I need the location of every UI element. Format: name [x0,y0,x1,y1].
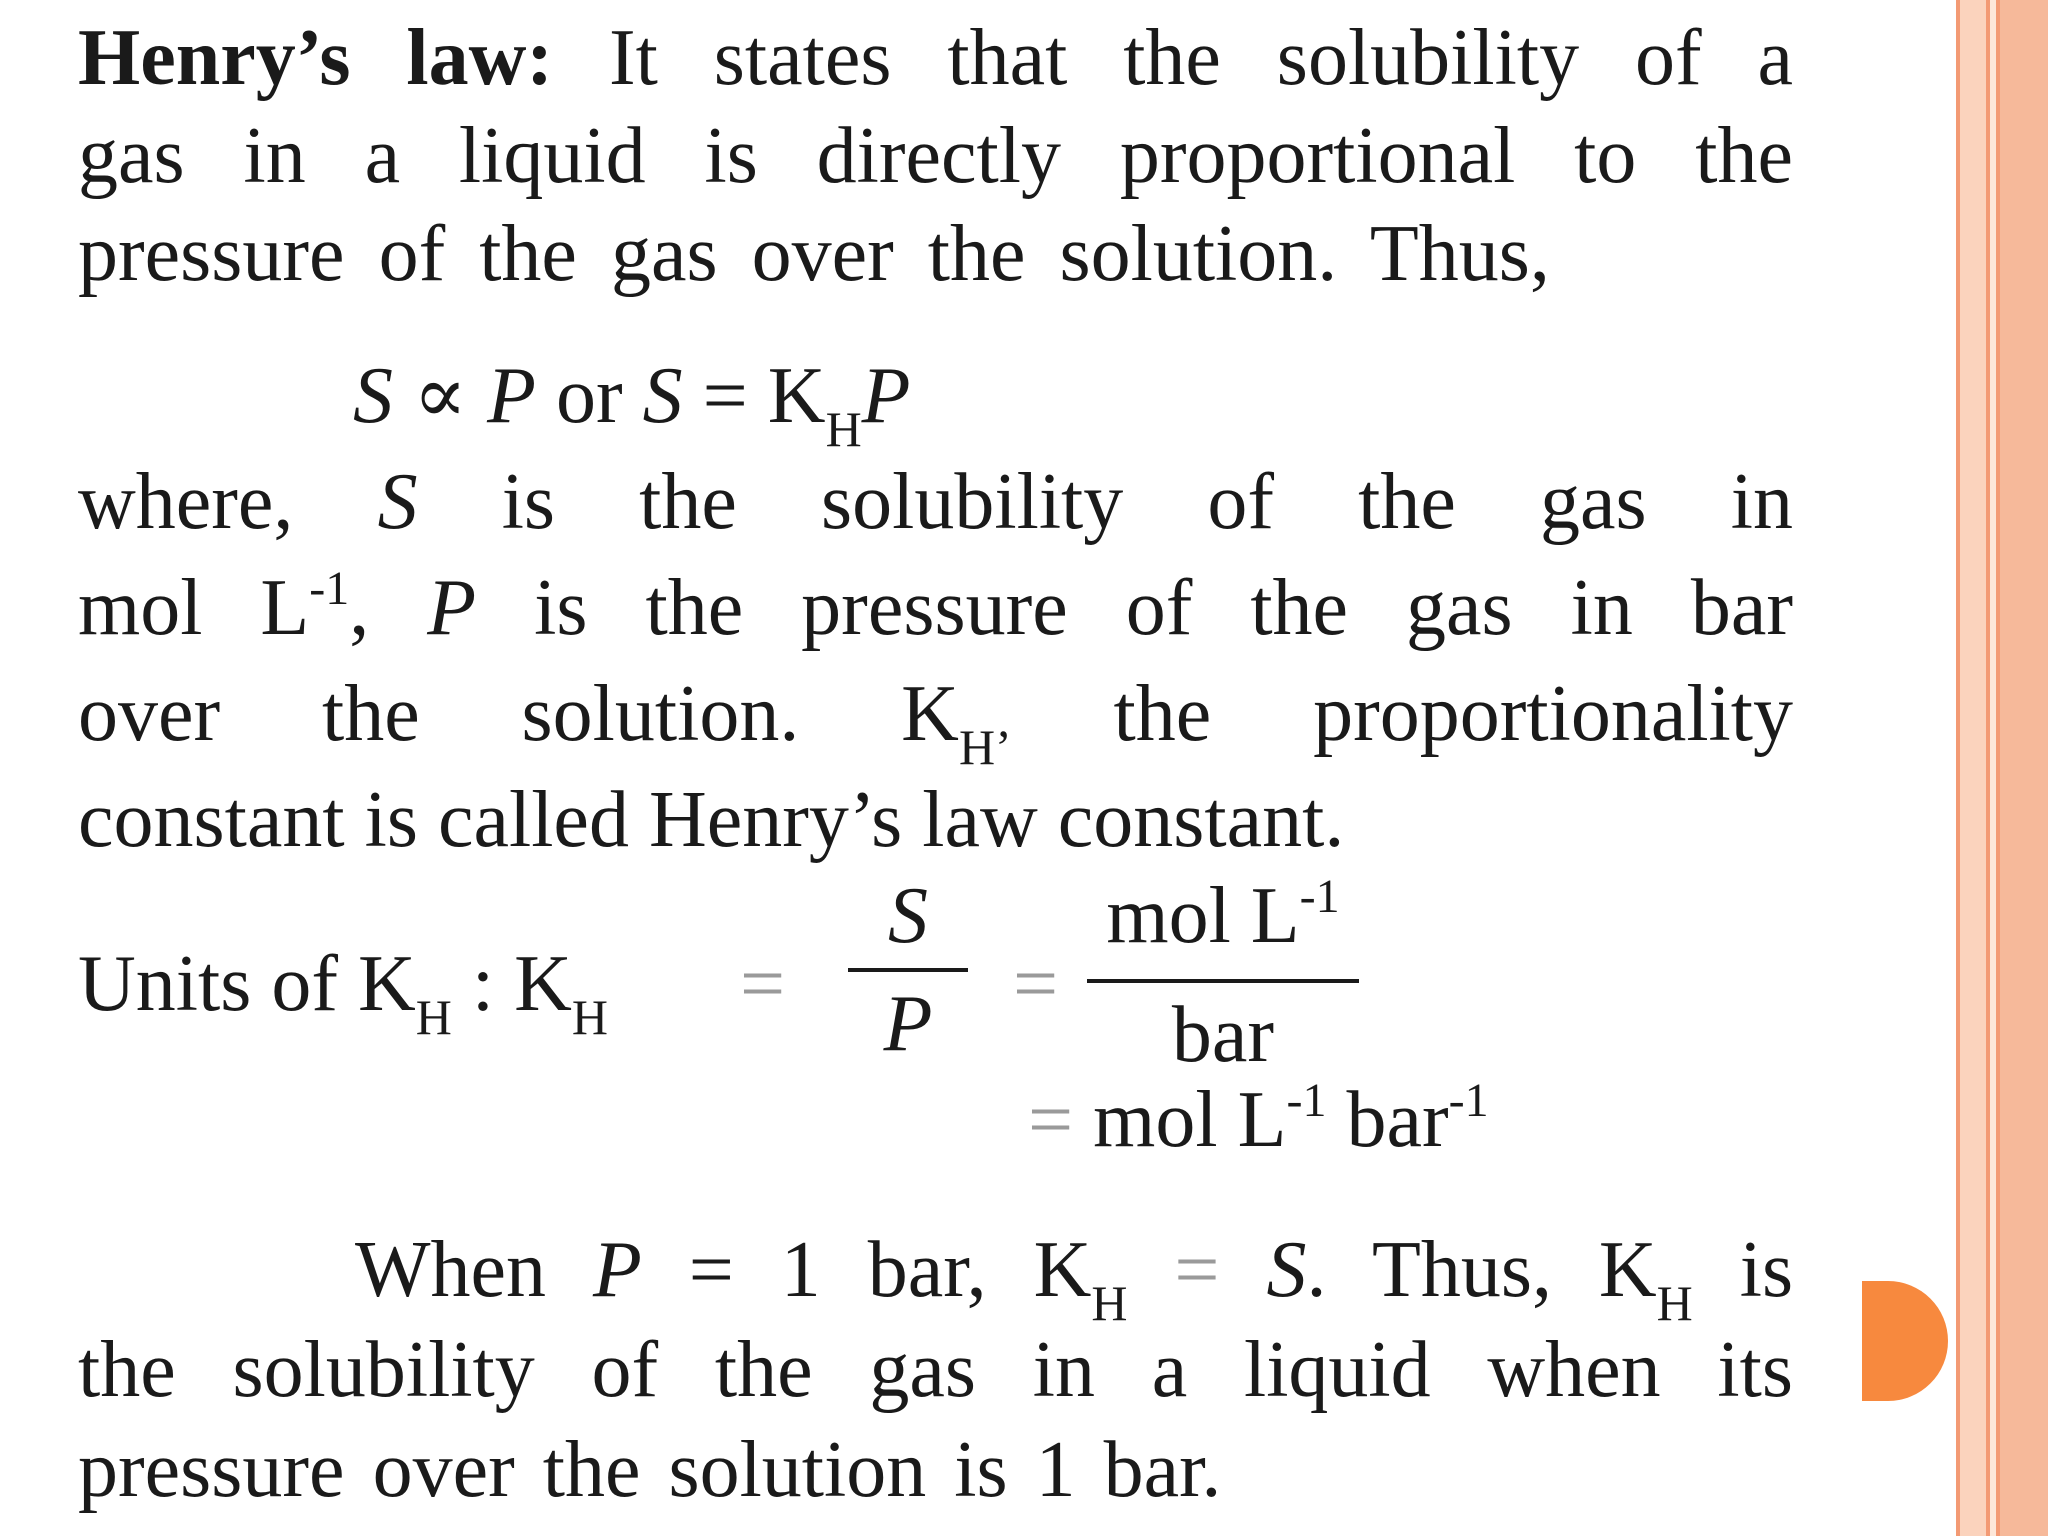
unit-text: mol L [1093,1076,1287,1164]
conclusion-text: When [355,1226,547,1314]
conclusion-text: is [1739,1226,1794,1314]
symbol-k: K [514,940,572,1028]
explanation-line-4: constant is called Henry’s law constant. [78,776,1345,864]
symbol-p: P [487,352,537,440]
or-word: or [556,352,623,440]
fraction-bar [848,968,968,972]
conclusion-text: = 1 bar, K [688,1226,1092,1314]
symbol-s: S [377,458,418,546]
conclusion-line-3: pressure over the solution is 1 bar. [78,1426,1222,1514]
symbol-p: P [592,1226,642,1314]
symbol-s: S [353,352,393,440]
conclusion-line-2: the solubility of the gas in a liquid when its [78,1326,1793,1414]
term-heading: Henry’s law: [78,14,554,102]
subscript-h: H [1656,1275,1693,1331]
conclusion-text: . Thus, K [1306,1226,1657,1314]
unit-text: mol L [1106,872,1300,960]
border-stripe [2000,0,2048,1536]
definition-line-2: gas in a liquid is directly proportional to the [78,112,1793,200]
slide-bullet-marker [1862,1281,1948,1401]
subscript-h: H [571,989,609,1045]
subscript-h: H [825,401,862,457]
superscript: -1 [1299,870,1340,923]
explanation-line-1 [78,454,1793,550]
unit-text: bar [1346,1076,1449,1164]
units-label: Units of K [78,940,416,1028]
explanation-line-2 [78,560,1793,667]
superscript: -1 [1286,1074,1327,1127]
fraction-bar [1087,979,1359,983]
subscript-h: H [1091,1275,1128,1331]
equals-sign: = [702,352,748,440]
explanation-text: the proportionality [1113,670,1794,758]
units-equation [78,936,609,1045]
colon: : [471,940,495,1028]
subscript-h: H’ [958,719,1012,775]
subscript-h: H [415,989,452,1045]
fraction-s-over-p [848,870,968,1070]
definition-text: It states that the solubility of a [553,14,1793,102]
symbol-p: P [861,352,911,440]
symbol-s: S [642,352,683,440]
symbol-p: P [427,564,477,652]
units-result [1028,1072,1489,1179]
right-decorative-border [1956,0,2048,1536]
denominator: P [883,980,933,1068]
border-stripe [1960,0,1986,1536]
definition-line-1 [78,10,1793,106]
where-word: where, [78,458,294,546]
numerator [1087,870,1359,973]
henry-law-formula [353,348,911,457]
equals-sign: = [740,940,786,1028]
document-body [78,0,1793,1536]
explanation-text: over the solution. K [78,670,959,758]
denominator: bar [1171,991,1275,1079]
superscript: -1 [1448,1074,1489,1127]
explanation-text: is the pressure of the gas in bar [534,564,1794,652]
explanation-line-3 [78,666,1794,775]
equals-sign: = [1174,1226,1220,1314]
equals-sign: = [1028,1076,1074,1164]
explanation-text: is the solubility of the gas in [501,458,1794,546]
definition-line-3: pressure of the gas over the solution. Thus, [78,210,1550,298]
fraction-unit [1087,870,1359,1081]
conclusion-line-1 [355,1222,1794,1331]
proportional-symbol: ∝ [413,352,468,440]
symbol-s: S [1266,1226,1307,1314]
unit-text: mol L [78,564,310,652]
equals-sign: = [1013,940,1059,1028]
symbol-k: K [767,352,826,440]
superscript: -1 [309,562,350,615]
numerator: S [888,872,928,960]
comma: , [349,564,370,652]
